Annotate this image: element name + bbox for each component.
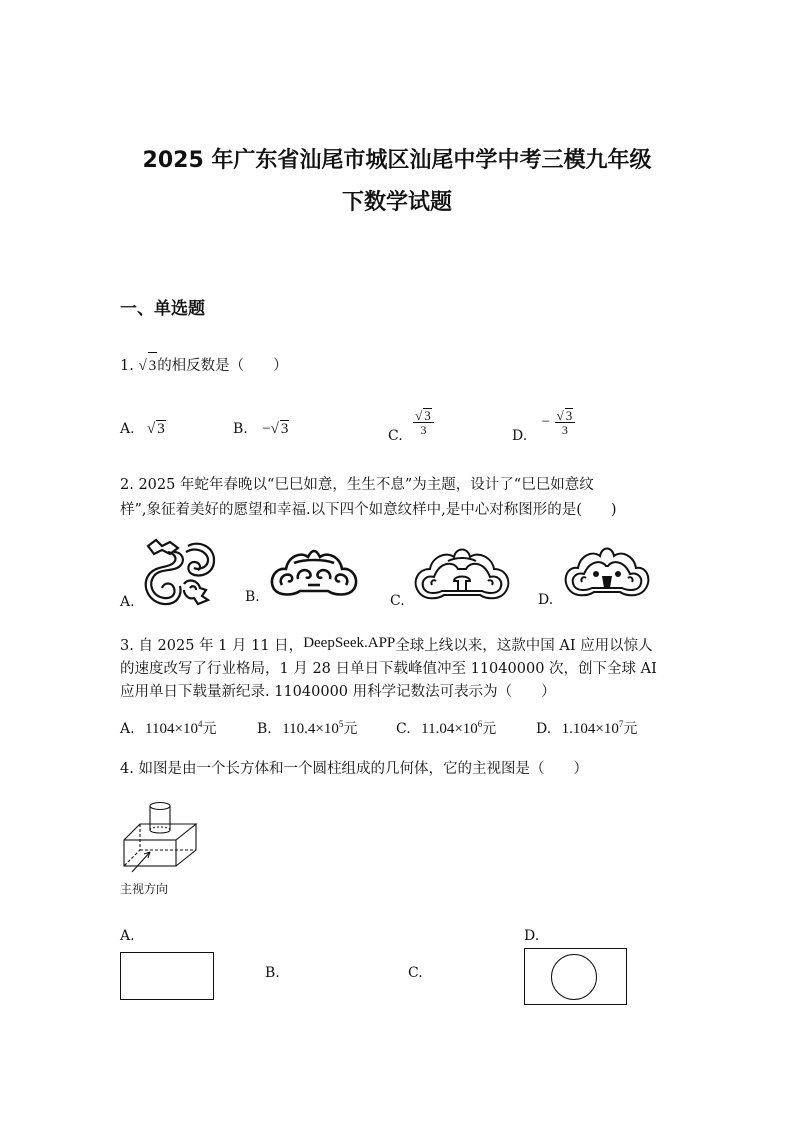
question-2-line1: 2. 2025 年蛇年春晚以“巳巳如意，生生不息”为主题，设计了“巳巳如意纹 bbox=[120, 477, 594, 493]
ruyi-pattern-a-image bbox=[140, 538, 220, 608]
fraction: $\frac{√ 3}{3}$ bbox=[413, 408, 434, 436]
q3-option-d[interactable]: D. $1.104\times 10^7$元 bbox=[536, 719, 638, 737]
q1-option-c[interactable]: C. $\frac{√ 3}{3}$ bbox=[388, 408, 434, 436]
sqrt-expression: √ 3 bbox=[138, 358, 157, 374]
q2-option-b-label[interactable]: B. bbox=[245, 589, 260, 605]
q4-option-a-rectangle[interactable] bbox=[120, 952, 214, 1000]
q4-option-a-label[interactable]: A. bbox=[120, 928, 135, 944]
q1-option-d[interactable]: D. − $\frac{√ 3}{3}$ bbox=[512, 408, 575, 436]
question-1-number: 1. bbox=[120, 358, 134, 374]
question-3-line2: 的速度改写了行业格局，1 月 28 日单日下载峰值冲至 11040000 次，创下全球 AI bbox=[120, 661, 657, 677]
q4-option-d-label[interactable]: D. bbox=[524, 928, 540, 944]
q2-option-d-label[interactable]: D. bbox=[538, 592, 554, 608]
q2-option-a-label[interactable]: A. bbox=[120, 594, 135, 610]
question-4-line1: 4. 如图是由一个长方体和一个圆柱组成的几何体，它的主视图是（ ） bbox=[120, 761, 588, 777]
q1-option-a[interactable]: A. √ 3 bbox=[120, 421, 165, 437]
question-1-text: 的相反数是（ ） bbox=[157, 358, 288, 374]
q1-option-b[interactable]: B. −√ 3 bbox=[233, 421, 289, 437]
solid-figure-image bbox=[118, 800, 208, 872]
q3-option-a[interactable]: A. $1104\times 10^4$元 bbox=[120, 719, 217, 737]
q4-option-c-label[interactable]: C. bbox=[408, 965, 423, 981]
app-name: DeepSeek.APP bbox=[303, 635, 396, 651]
sqrt-expression: −√ 3 bbox=[262, 421, 289, 437]
question-1-stem bbox=[120, 352, 288, 379]
q4-option-d-rectangle[interactable] bbox=[524, 948, 627, 1005]
question-3-line3: 应用单日下载量新纪录. 11040000 用科学记数法可表示为（ ） bbox=[120, 684, 556, 700]
fraction: $\frac{√ 3}{3}$ bbox=[555, 408, 576, 436]
doc-title-line1: 2025 年广东省汕尾市城区汕尾中学中考三模九年级 bbox=[142, 148, 652, 173]
ruyi-pattern-d-image bbox=[562, 542, 652, 604]
q3-option-c[interactable]: C. $11.04\times 10^6$元 bbox=[396, 719, 497, 737]
ruyi-pattern-c-image bbox=[412, 541, 512, 605]
section-heading: 一、单选题 bbox=[120, 299, 205, 319]
ruyi-pattern-b-image bbox=[268, 545, 360, 601]
q3-option-b[interactable]: B. $110.4\times 10^5$元 bbox=[257, 719, 358, 737]
doc-title-line2: 下数学试题 bbox=[341, 190, 452, 215]
q4-option-b-label[interactable]: B. bbox=[265, 965, 280, 981]
question-3-line1: 3. 自 2025 年 1 月 11 日，DeepSeek.APP全球上线以来，这款中国 AI 应用以惊人 bbox=[120, 635, 653, 654]
figure-caption: 主视方向 bbox=[120, 882, 169, 896]
sqrt-expression: √ 3 bbox=[147, 421, 165, 437]
question-2-line2: 样”,象征着美好的愿望和幸福.以下四个如意纹样中,是中心对称图形的是( ) bbox=[120, 502, 617, 518]
q2-option-c-label[interactable]: C. bbox=[390, 593, 405, 609]
circle-shape bbox=[551, 954, 597, 1000]
